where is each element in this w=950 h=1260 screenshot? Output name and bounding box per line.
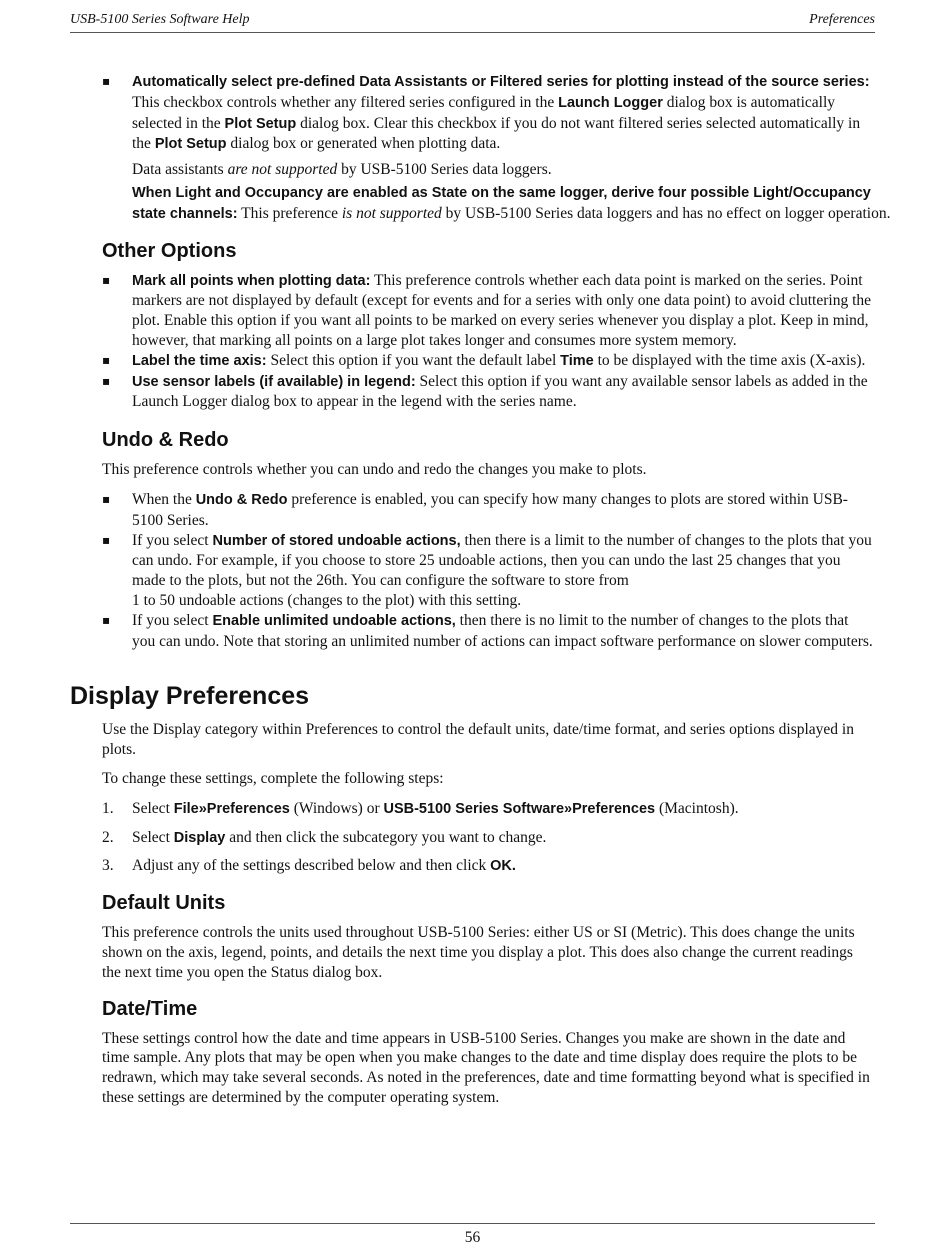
undo-redo-list xyxy=(102,490,874,651)
step-item: 2. Select Display and then click the subcategory you want to change. xyxy=(102,828,547,846)
step-item: 1. Select File»Preferences (Windows) or USB-5100 Series Software»Preferences (Macintosh). xyxy=(102,799,739,817)
other-options-list xyxy=(102,271,874,413)
header-doc-title: USB-5100 Series Software Help xyxy=(70,12,250,27)
display-intro: Use the Display category within Preferences to control the default units, date/time format, and series options displayed in plots. xyxy=(102,721,854,759)
default-units-text: This preference controls the units used throughout USB-5100 Series: either US or SI (Metric). This does change the units shown on the axis, legend, points, and details the next time you display a plot. This does also change the current readings the next time you open the Status dialog box. xyxy=(102,924,855,981)
intro-bullets xyxy=(102,72,874,155)
list-item: ▪ Use sensor labels (if available) in legend: Select this option if you want any available sensor labels as added in the Launch Logger dialog box to appear in the legend with the series name. xyxy=(102,372,874,413)
undo-redo-heading: Undo & Redo xyxy=(102,429,229,452)
page-header xyxy=(70,12,875,33)
display-steps-intro: To change these settings, complete the following steps: xyxy=(102,769,444,787)
page-footer xyxy=(70,1223,875,1247)
display-preferences-heading: Display Preferences xyxy=(70,682,310,711)
bullet-lead: Automatically select pre-defined Data Assistants or Filtered series for plotting instead of the source series: xyxy=(132,74,870,90)
data-assistants-note: Data assistants are not supported by USB-5100 Series data loggers. xyxy=(132,161,552,179)
step-item: 3. Adjust any of the settings described below and then click OK. xyxy=(102,857,516,875)
list-item: ▪ When the Undo & Redo preference is enabled, you can specify how many changes to plots are stored within USB-5100 Series. xyxy=(102,490,874,531)
list-item: ▪ If you select Enable unlimited undoable actions, then there is no limit to the number of changes to the plots that you can undo. Note that storing an unlimited number of actions can impact software performance on slower computers. xyxy=(102,611,874,652)
default-units-heading: Default Units xyxy=(102,892,226,915)
page-content xyxy=(0,72,950,1108)
header-section-title: Preferences xyxy=(809,12,875,27)
display-steps xyxy=(102,799,874,877)
undo-redo-intro: This preference controls whether you can undo and redo the changes you make to plots. xyxy=(102,461,647,479)
other-options-heading: Other Options xyxy=(102,239,237,262)
date-time-heading: Date/Time xyxy=(102,997,198,1020)
list-item: ▪ Label the time axis: Select this option if you want the default label Time to be displayed with the time axis (X-axis). xyxy=(102,351,874,372)
page-number: 56 xyxy=(464,1229,481,1246)
light-occupancy-note: When Light and Occupancy are enabled as State on the same logger, derive four possible Light/Occupancy state channels: This preference is not supported by USB-5100 Series data loggers and has no effect on logger operation. xyxy=(132,184,891,222)
list-item: ▪ If you select Number of stored undoable actions, then there is a limit to the number of changes to the plots that you can undo. For example, if you choose to store 25 undoable actions, then you can undo the last 25 changes that you made to the plots, but not the 26th. You can configure the software to store from 1 to 50 undoable actions (changes to the plot) with this setting. xyxy=(102,531,874,611)
list-item: ▪ Automatically select pre-defined Data Assistants or Filtered series for plotting instead of the source series: This checkbox controls whether any filtered series configured in the Launch Logger dialog box is automatically selected in the Plot Setup dialog box. Clear this checkbox if you do not want filtered series selected automatically in the Plot Setup dialog box or generated when plotting data. xyxy=(102,72,874,155)
date-time-text: These settings control how the date and time appears in USB-5100 Series. Changes you make are shown in the date and time sample. Any plots that may be open when you make changes to the date and time display does require the plots to be redrawn, which may take several seconds. As noted in the preferences, date and time formatting beyond what is specified in these settings are determined by the computer operating system. xyxy=(102,1029,870,1106)
list-item: ▪ Mark all points when plotting data: This preference controls whether each data point is marked on the series. Point markers are not displayed by default (except for events and for a series with only one data point) to avoid cluttering the plot. Enable this option if you want all points to be marked on every series whenever you display a plot. Keep in mind, however, that marking all points on a large plot takes longer and consumes more system memory. xyxy=(102,271,874,351)
